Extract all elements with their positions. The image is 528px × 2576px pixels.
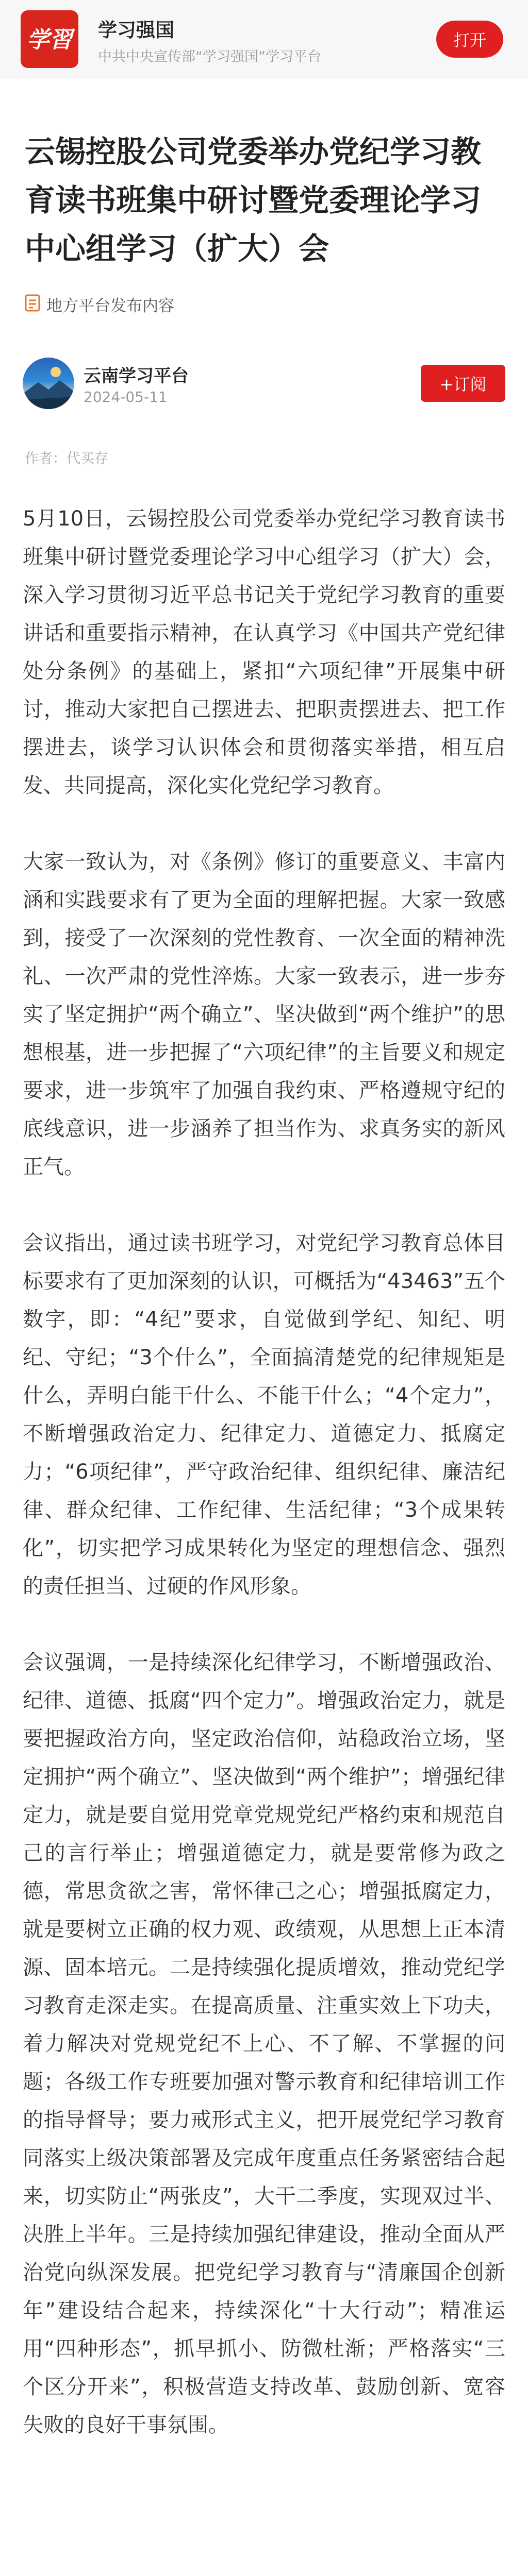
logo-glyph: [21, 10, 78, 68]
article-title: 云锡控股公司党委举办党纪学习教育读书班集中研讨暨党委理论学习中心组学习（扩大）会: [25, 134, 482, 266]
paragraph: 会议指出，通过读书班学习，对党纪学习教育总体目标要求有了更加深刻的认识，可概括为“43463”五个数字，即：“4纪”要求，自觉做到学纪、知纪、明纪、守纪；“3个什么”，全面搞清楚党的纪律规矩是什么，弄明白能干什么、不能干什么；“4个定力”，不断增强政治定力、纪律定力、道德定力、抵腐定力；“6项纪律”，严守政治纪律、组织纪律、廉洁纪律、群众纪律、工作纪律、生活纪律；“3个成果转化”，切实把学习成果转化为坚定的理想信念、强烈的责任担当、过硬的作风形象。: [23, 1231, 505, 1598]
open-app-button[interactable]: 打开: [436, 21, 503, 58]
source-row: [25, 293, 174, 315]
author-name[interactable]: 云南学习平台: [84, 366, 189, 386]
xuexi-logo-icon[interactable]: [21, 10, 78, 68]
publish-date: 2024-05-11: [84, 388, 168, 405]
logo-text: 学習: [27, 27, 72, 53]
article-body: [23, 500, 505, 2482]
avatar-image: [23, 358, 74, 409]
document-icon: [25, 294, 40, 314]
app-name: 学习强国: [98, 19, 174, 41]
app-subtitle: 中共中央宣传部“学习强国”学习平台: [98, 49, 321, 65]
author-row: [23, 358, 505, 409]
paragraph: 会议强调，一是持续深化纪律学习，不断增强政治、纪律、道德、抵腐“四个定力”。增强政治定力，就是要把握政治方向，坚定政治信仰，站稳政治立场，坚定拥护“两个确立”、坚决做到“两个维护”；增强纪律定力，就是要自觉用党章党规党纪严格约束和规范自己的言行举止；增强道德定力，就是要常修为政之德，常思贪欲之害，常怀律己之心；增强抵腐定力，就是要树立正确的权力观、政绩观，从思想上正本清源、固本培元。二是持续强化提质增效，推动党纪学习教育走深走实。在提高质量、注重实效上下功夫，着力解决对党规党纪不上心、不了解、不掌握的问题；各级工作专班要加强对警示教育和纪律培训工作的指导督导；要力戒形式主义，把开展党纪学习教育同落实上级决策部署及完成年度重点任务紧密结合起来，切实防止“两张皮”，大干二季度，实现双过半、决胜上半年。三是持续加强纪律建设，推动全面从严治党向纵深发展。把党纪学习教育与“清廉国企创新年”建设结合起来，持续深化“十大行动”；精准运用“四种形态”，抓早抓小、防微杜渐；严格落实“三个区分开来”，积极营造支持改革、鼓励创新、宽容失败的良好干事氛围。: [23, 1651, 505, 2437]
subscribe-button[interactable]: +订阅: [421, 365, 505, 402]
avatar[interactable]: [23, 358, 74, 409]
editor-credit: 作者：代买存: [25, 451, 108, 467]
source-label: 地方平台发布内容: [46, 296, 174, 315]
app-banner: [0, 0, 528, 78]
paragraph: 5月10日，云锡控股公司党委举办党纪学习教育读书班集中研讨暨党委理论学习中心组学习（扩大）会，深入学习贯彻习近平总书记关于党纪学习教育的重要讲话和重要指示精神，在认真学习《中国共产党纪律处分条例》的基础上，紧扣“六项纪律”开展集中研讨，推动大家把自己摆进去、把职责摆进去、把工作摆进去，谈学习认识体会和贯彻落实举措，相互启发、共同提高，深化实化党纪学习教育。: [23, 507, 505, 798]
paragraph: 大家一致认为，对《条例》修订的重要意义、丰富内涵和实践要求有了更为全面的理解把握。大家一致感到，接受了一次深刻的党性教育、一次全面的精神洗礼、一次严肃的党性淬炼。大家一致表示，进一步夯实了坚定拥护“两个确立”、坚决做到“两个维护”的思想根基，进一步把握了“六项纪律”的主旨要义和规定要求，进一步筑牢了加强自我约束、严格遵规守纪的底线意识，进一步涵养了担当作为、求真务实的新风正气。: [23, 850, 505, 1179]
